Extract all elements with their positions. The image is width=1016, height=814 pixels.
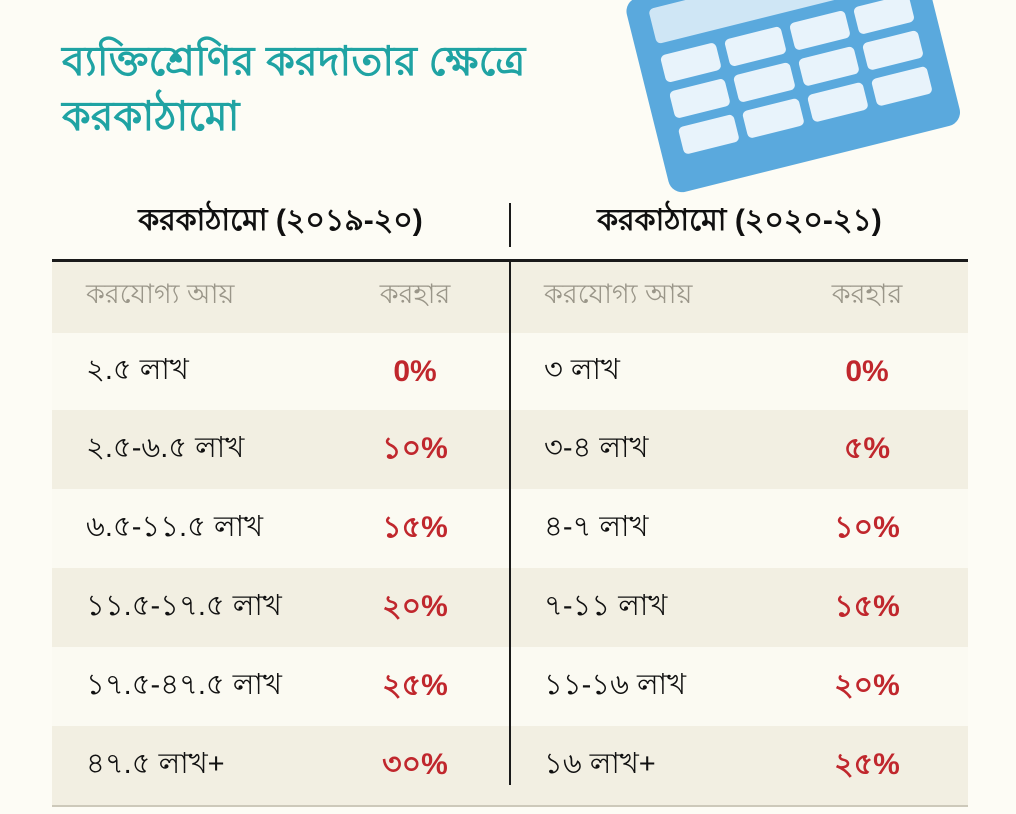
calculator-key xyxy=(733,62,795,103)
income-value: ৩-৪ লাখ xyxy=(544,432,649,464)
income-value: ৪-৭ লাখ xyxy=(544,511,649,543)
column-header-income-right: করযোগ্য আয় xyxy=(544,279,693,309)
rate-value: ৫% xyxy=(843,432,891,465)
calculator-body xyxy=(623,0,962,195)
right-panel-cell xyxy=(510,568,968,647)
calculator-key xyxy=(797,46,859,87)
rate-value: ১৫% xyxy=(382,511,448,544)
column-divider xyxy=(509,262,511,785)
calculator-key xyxy=(862,30,924,71)
rate-value: ৩০% xyxy=(382,748,448,781)
left-panel-cell xyxy=(52,333,510,410)
income-value: ১৭.৫-৪৭.৫ লাখ xyxy=(86,669,282,701)
table-bottom-rule xyxy=(52,805,968,807)
rate-value: ২০% xyxy=(834,669,900,702)
left-panel-cell xyxy=(52,410,510,489)
income-value: ৪৭.৫ লাখ+ xyxy=(86,748,225,780)
income-value: ৩ লাখ xyxy=(544,354,620,386)
calculator-key xyxy=(853,0,915,35)
rate-value: ১৫% xyxy=(834,590,900,623)
income-value: ১৬ লাখ+ xyxy=(544,748,656,780)
calculator-key xyxy=(742,98,804,139)
panel-headers-row xyxy=(52,196,968,259)
column-header-rate-left: করহার xyxy=(379,279,451,309)
rate-value: ১০% xyxy=(382,432,448,465)
calculator-key xyxy=(678,114,740,155)
page-title: ব্যক্তিশ্রেণির করদাতার ক্ষেত্রে করকাঠামো xyxy=(62,38,526,140)
income-value: ৬.৫-১১.৫ লাখ xyxy=(86,511,264,543)
panel-header-2019-20: করকাঠামো (২০১৯-২০) xyxy=(138,204,423,237)
calculator-key xyxy=(788,10,850,51)
right-panel-cell xyxy=(510,410,968,489)
left-panel-cell xyxy=(52,489,510,568)
calculator-key xyxy=(669,78,731,119)
calculator-key xyxy=(724,26,786,67)
calculator-keypad xyxy=(660,0,933,155)
column-header-rate-right: করহার xyxy=(831,279,903,309)
calculator-key xyxy=(871,66,933,107)
right-panel-cell xyxy=(510,647,968,726)
right-panel-cell xyxy=(510,262,968,333)
rate-value: 0% xyxy=(393,354,437,388)
tax-structure-table xyxy=(52,196,968,807)
title-block xyxy=(62,34,662,145)
rate-value: ২৫% xyxy=(834,748,900,781)
column-header-income-left: করযোগ্য আয় xyxy=(86,279,235,309)
right-panel-cell xyxy=(510,489,968,568)
left-panel-cell xyxy=(52,262,510,333)
income-value: ১১.৫-১৭.৫ লাখ xyxy=(86,590,282,622)
calculator-illustration xyxy=(623,0,994,205)
calculator-key xyxy=(660,42,722,83)
rate-value: ২৫% xyxy=(382,669,448,702)
left-panel-cell xyxy=(52,647,510,726)
left-panel-cell xyxy=(52,568,510,647)
rate-value: ১০% xyxy=(834,511,900,544)
right-panel-cell xyxy=(510,726,968,805)
right-panel-cell xyxy=(510,333,968,410)
rate-value: 0% xyxy=(845,354,889,388)
rate-value: ২০% xyxy=(382,590,448,623)
calculator-key xyxy=(806,82,868,123)
calculator-screen xyxy=(648,0,905,44)
income-value: ৭-১১ লাখ xyxy=(544,590,668,622)
income-value: ২.৫ লাখ xyxy=(86,354,189,386)
income-value: ১১-১৬ লাখ xyxy=(544,669,687,701)
table-grid xyxy=(52,262,968,807)
income-value: ২.৫-৬.৫ লাখ xyxy=(86,432,245,464)
left-panel-cell xyxy=(52,726,510,805)
panel-header-2020-21: করকাঠামো (২০২০-২১) xyxy=(597,204,882,237)
